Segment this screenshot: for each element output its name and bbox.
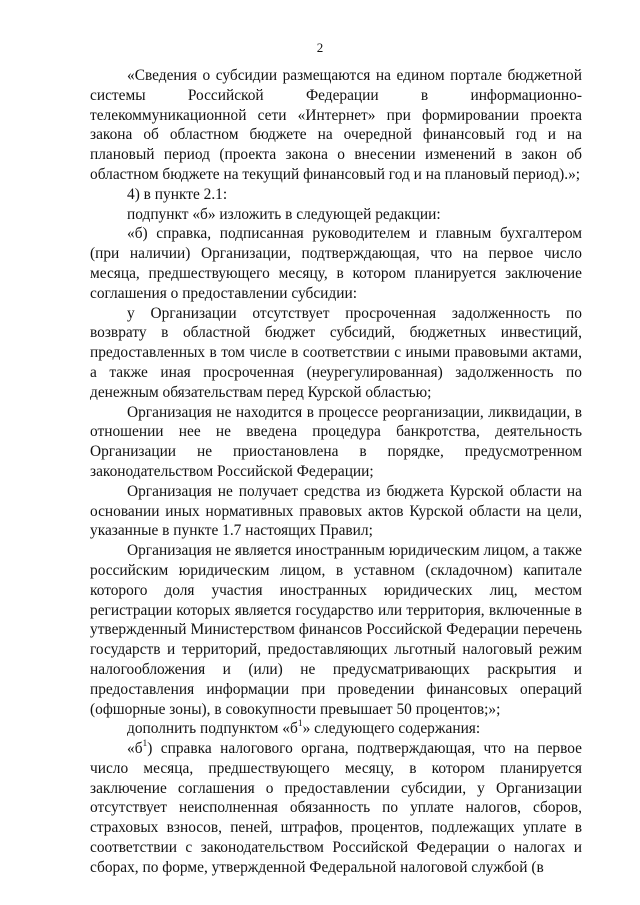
paragraph-no-other-funds: Организация не получает средства из бюджета Курской области на основании иных нормативных правовых актов Курской области на цели, указанные в пункте 1.7 настоящих Правил; bbox=[90, 482, 582, 540]
paragraph-subitem-b: подпункт «б» изложить в следующей редакции: bbox=[127, 205, 441, 223]
document-body bbox=[90, 66, 582, 878]
b1-superscript: 1 bbox=[142, 738, 148, 749]
paragraph-item-4: 4) в пункте 2.1: bbox=[127, 185, 228, 203]
paragraph-not-foreign-entity: Организация не является иностранным юридическим лицом, а также российским юридическим лицом, в уставном (складочном) капитале которого доля участия иностранных юридических лиц, местом регистрации которых является государство или территория, включенные в утвержденный Министерством финансов Российской Федерации перечень государств и территорий, предоставляющих льготный налоговый режим налогообложения и (или) не предусматривающих раскрытия и предоставления информации при проведении финансовых операций (офшорные зоны), в совокупности превышает 50 процентов;»; bbox=[90, 542, 582, 718]
paragraph-no-reorganization: Организация не находится в процессе реорганизации, ликвидации, в отношении нее не введена процедура банкротства, деятельность Организации не приостановлена в порядке, предусмотренном законодательством Российской Федерации; bbox=[90, 403, 582, 480]
supplement-suffix: » следующего содержания: bbox=[302, 720, 481, 738]
supplement-prefix: дополнить подпунктом «б bbox=[127, 720, 298, 738]
b1-suffix: ) справка налогового органа, подтверждающая, что на первое число месяца, предшествующего месяцу, в котором планируется заключение соглашения о предоставлении субсидии, у Организации отсутствует неисполненная обязанность по уплате налогов, сборов, страховых взносов, пеней, штрафов, процентов, подлежащих уплате в соответствии с законодательством Российской Федерации о налогах и сборах, по форме, утвержденной Федеральной налоговой службой (в bbox=[90, 740, 582, 876]
page-number: 2 bbox=[316, 40, 324, 55]
supplement-superscript: 1 bbox=[297, 719, 303, 730]
paragraph-subsidy-info: «Сведения о субсидии размещаются на едином портале бюджетной системы Российской Федерации в информационно-телекоммуникационной сети «Интернет» при формировании проекта закона об областном бюджете на очередной финансовый год и на плановый период (проекта закона о внесении изменений в закон об областном бюджете на текущий финансовый год и на плановый период).»; bbox=[90, 67, 582, 183]
paragraph-certificate: «б) справка, подписанная руководителем и главным бухгалтером (при наличии) Организации, подтверждающая, что на первое число месяца, предшествующего месяцу, в котором планируется заключение соглашения о предоставлении субсидии: bbox=[90, 225, 582, 302]
paragraph-tax-certificate bbox=[90, 739, 582, 878]
b1-prefix: «б bbox=[127, 740, 143, 758]
paragraph-no-overdue-debt: у Организации отсутствует просроченная задолженность по возврату в областной бюджет субсидий, бюджетных инвестиций, предоставленных в том числе в соответствии с иными правовыми актами, а также иная просроченная (неурегулированная) задолженность по денежным обязательствам перед Курской областью; bbox=[90, 304, 582, 401]
paragraph-supplement-b1 bbox=[90, 719, 582, 739]
